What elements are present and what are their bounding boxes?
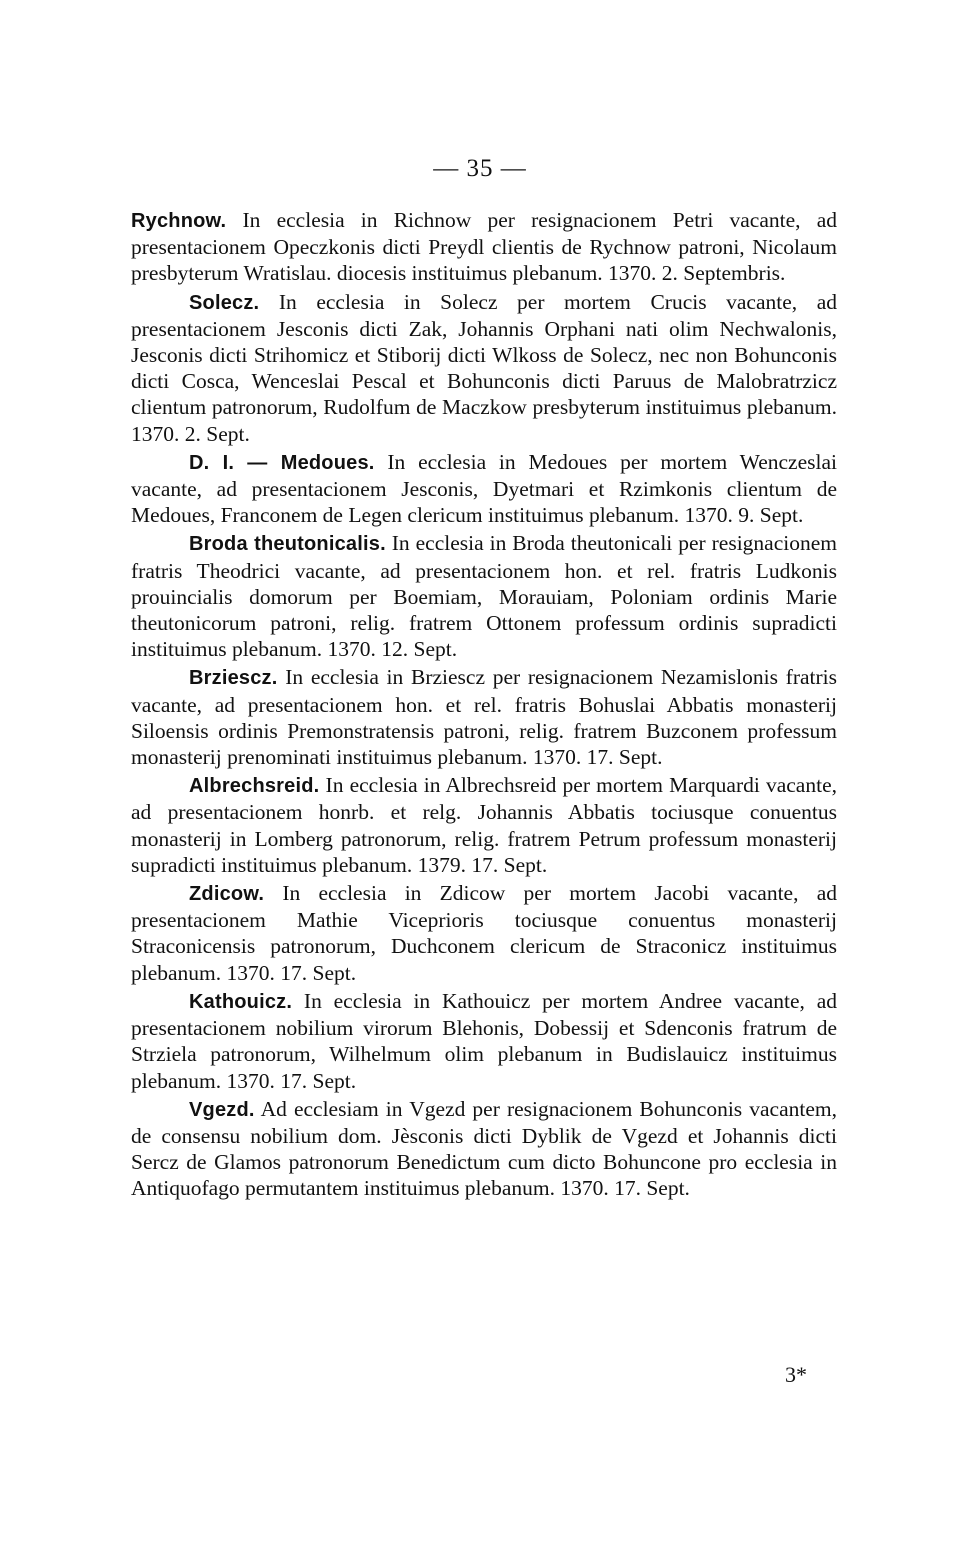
entry-heading: Broda theutonicalis. [189, 533, 386, 556]
entry-rychnow [131, 207, 837, 287]
signature-mark: 3* [785, 1362, 807, 1387]
entry-text: In ecclesia in Solecz per mortem Crucis vacante, ad presentacionem Jesconis dicti Zak, Johannis Orphani nati olim Nechwalonis, Jesconis dicti Strihomicz et Stiborij dicti Wlkoss de Solecz, nec non Bohunconis dicti Cosca, Wenceslai Pescal et Bohunconis dicti Paruus de Malobratrzicz clientum patronorum, Rudolfum de Maczkow presbyterum instituimus plebanum. 1370. 2. Sept. [131, 289, 837, 446]
entry-text: In ecclesia in Medoues per mortem Wenczeslai vacante, ad presentacionem Jesconis, Dyetmari et Rzimkonis clientum de Medoues, Franconem de Legen clericum instituimus plebanum. 1370. 9. Sept. [131, 449, 837, 528]
entry-medoues [131, 449, 837, 529]
entry-heading: Brziescz. [189, 667, 278, 690]
entry-heading: Vgezd. [189, 1098, 255, 1121]
entry-text: In ecclesia in Brziescz per resignacionem Nezamislonis fratris vacante, ad presentacionem hon. et rel. fratris Bohuslai Abbatis monasterij Siloensis ordinis Premonstratensis patroni, relig. fratrem Buzconem professum monasterij prenominati instituimus plebanum. 1370. 17. Sept. [131, 665, 837, 770]
entry-text: Ad ecclesiam in Vgezd per resignacionem Bohunconis vacantem, de consensu nobilium dom. Jèsconis dicti Dyblik de Vgezd et Johannis dicti Sercz de Glamos patronorum Benedictum cum dicto Bohuncone pro ecclesia in Antiquofago permutantem instituimus plebanum. 1370. 17. Sept. [131, 1096, 837, 1201]
entry-text: In ecclesia in Broda theutonicali per resignacionem fratris Theodrici vacante, ad presentacionem hon. et rel. fratris Ludkonis prouincialis domorum per Boemiam, Morauiam, Poloniam ordinis Marie theutonicorum patroni, relig. fratrem Ottonem professum ordinis supradicti instituimus plebanum. 1370. 12. Sept. [131, 531, 837, 662]
entry-broda [131, 530, 837, 662]
entry-solecz [131, 289, 837, 447]
entry-heading: Zdicow. [189, 883, 265, 906]
entry-heading: Albrechsreid. [189, 775, 320, 798]
entry-kathouicz [131, 988, 837, 1094]
entry-prefix: D. I. — [189, 451, 281, 474]
entry-heading: Rychnow. [131, 210, 227, 232]
entry-heading: Solecz. [189, 291, 260, 314]
entry-text: In ecclesia in Richnow per resignacionem Petri vacante, ad presentacionem Opeczkonis dicti Preydl clientis de Rychnow patroni, Nicolaum presbyterum Wratislau. diocesis instituimus plebanum. 1370. 2. Septembris. [131, 208, 837, 286]
entry-text: In ecclesia in Kathouicz per mortem Andree vacante, ad presentacionem nobilium virorum Blehonis, Dobessij et Sdenconis fratrum de Strziela patronorum, Wilhelmum olim plebanum in Budislauicz instituimus plebanum. 1370. 17. Sept. [131, 988, 837, 1093]
entry-heading: Medoues. [280, 451, 375, 474]
entry-zdicow [131, 880, 837, 986]
body-text [131, 207, 837, 1202]
entry-heading: Kathouicz. [189, 990, 293, 1013]
page-number: — 35 — [433, 155, 527, 182]
entry-text: In ecclesia in Albrechsreid per mortem Marquardi vacante, ad presentacionem honrb. et relg. Johannis Abbatis tociusque conuentus monasterij in Lomberg patronorum, relig. fratrem Petrum professum monasterij supradicti instituimus plebanum. 1379. 17. Sept. [131, 773, 837, 877]
entry-brziescz [131, 664, 837, 770]
entry-text: In ecclesia in Zdicow per mortem Jacobi vacante, ad presentacionem Mathie Viceprioris tociusque conuentus monasterij Straconicensis patronorum, Duchconem clericum de Straconicz instituimus plebanum. 1370. 17. Sept. [131, 881, 837, 985]
entry-albrechsreid [131, 772, 837, 878]
entry-vgezd [131, 1096, 837, 1202]
